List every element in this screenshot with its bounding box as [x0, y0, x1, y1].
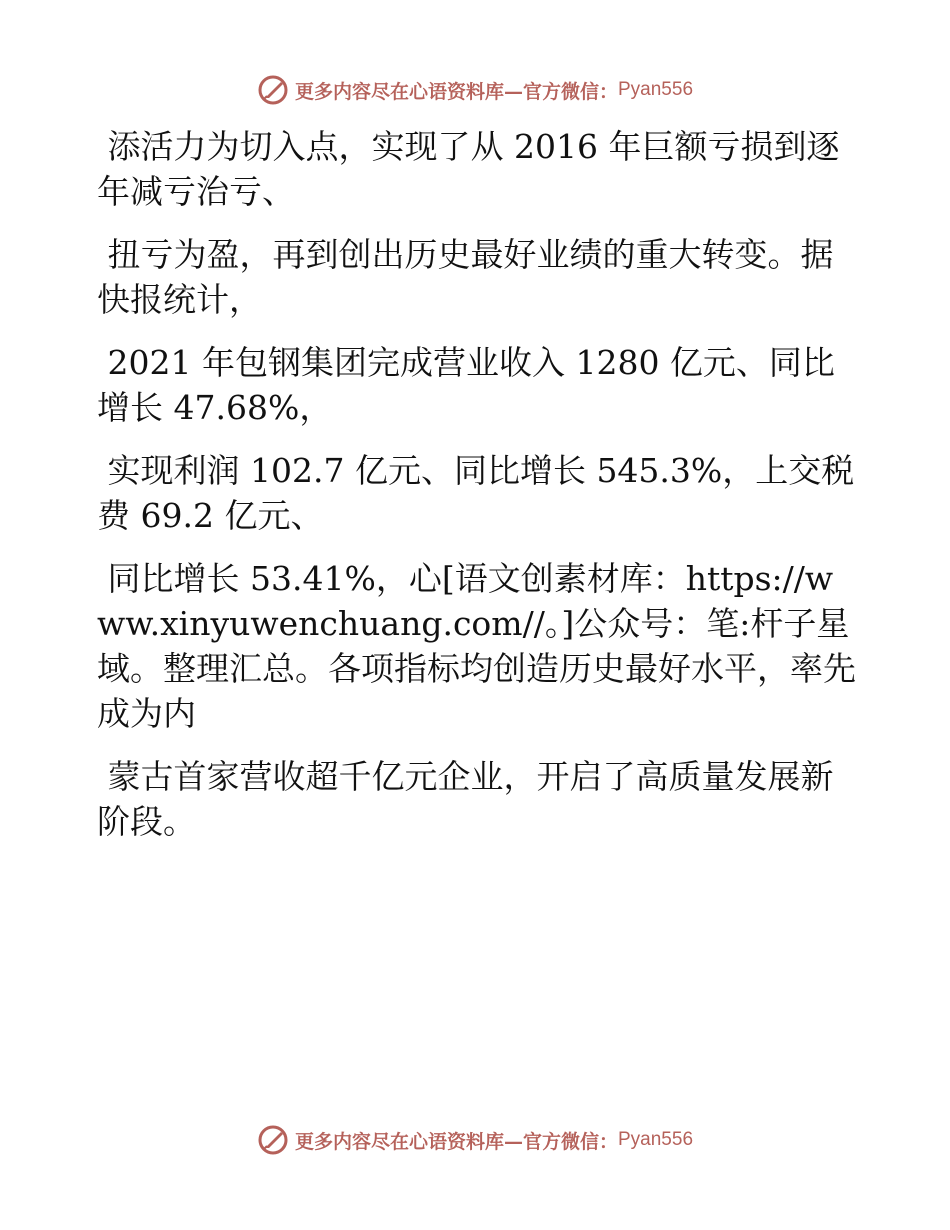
quill-logo-icon [257, 74, 289, 106]
paragraph-6: 蒙古首家营收超千亿元企业，开启了高质量发展新阶段。 [97, 757, 834, 841]
document-body [97, 124, 857, 862]
quill-logo-icon [257, 1124, 289, 1156]
paragraph-3: 2021 年包钢集团完成营业收入 1280 亿元、同比增长 47.68%， [97, 343, 835, 427]
paragraph-2: 扭亏为盈，再到创出历史最好业绩的重大转变。据快报统计， [97, 235, 834, 319]
footer-banner-text: 更多内容尽在心语资料库—官方微信： [294, 1130, 618, 1153]
paragraph-4: 实现利润 102.7 亿元、同比增长 545.3%，上交税费 69.2 亿元、 [97, 451, 855, 535]
footer-wechat-id: Pyan556 [618, 1129, 694, 1150]
header-banner [0, 70, 950, 110]
paragraph-5: 同比增长 53.41%，心[语文创素材库：https://www.xinyuwenchuang.com//。]公众号：笔:杆子星域。整理汇总。各项指标均创造历史最好水平，率先成为内 [97, 559, 856, 733]
header-wechat-id: Pyan556 [618, 79, 694, 100]
header-banner-text: 更多内容尽在心语资料库—官方微信： [294, 80, 618, 103]
footer-banner [0, 1120, 950, 1160]
paragraph-1: 添活力为切入点，实现了从 2016 年巨额亏损到逐年减亏治亏、 [97, 127, 840, 211]
